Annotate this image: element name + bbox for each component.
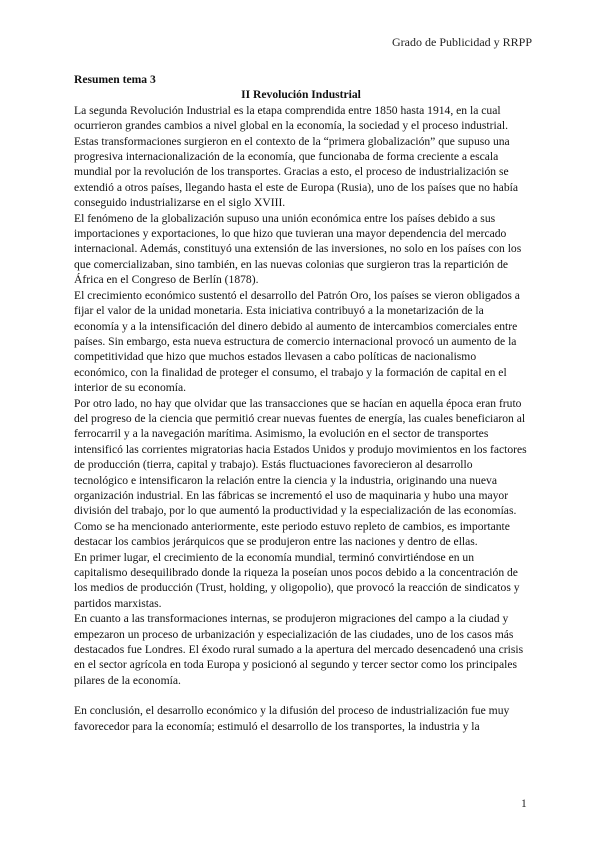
document-title: II Revolución Industrial: [241, 88, 361, 102]
page-header-course: Grado de Publicidad y RRPP: [392, 35, 532, 49]
page-number: 1: [521, 797, 527, 810]
document-body: [74, 72, 528, 734]
document-label: Resumen tema 3: [74, 73, 156, 86]
paragraph-gold-standard: El crecimiento económico sustentó el desarrollo del Patrón Oro, los países se vieron obligados a fijar el valor de la unidad monetaria. Esta iniciativa contribuyó a la monetarización de la economía y a la intensificación del dinero debido al aumento de intercambios comerciales entre países. Sin embargo, esta nueva estructura de comercio internacional provocó un aumento de la competitividad que hizo que muchos estados llevasen a cabo políticas de nacionalismo económico, con la finalidad de proteger el consumo, el trabajo y la formación de capital en el interior de su economía.: [74, 288, 520, 395]
paragraph-internal-changes: En cuanto a las transformaciones internas, se produjeron migraciones del campo a la ciudad y empezaron un proceso de urbanización y especialización de las ciudades, uno de los casos más destacados fue Londres. El éxodo rural sumado a la apertura del mercado desencadenó una crisis en el sector agrícola en toda Europa y posicionó al segundo y tercer sector como los principales pilares de la economía.: [74, 612, 524, 687]
paragraph-capitalism: En primer lugar, el crecimiento de la economía mundial, terminó convirtiéndose en un capitalismo desequilibrado donde la riqueza la poseían unos pocos debido a la concentración de los medios de producción (Trust, holding, y oligopolio), que provocó la reacción de sindicatos y partidos marxistas.: [74, 550, 520, 610]
paragraph-hierarchy-changes: Como se ha mencionado anteriormente, este periodo estuvo repleto de cambios, es importante destacar los cambios jerárquicos que se produjeron entre las naciones y dentro de ellas.: [74, 519, 510, 549]
paragraph-spacer: [74, 688, 528, 703]
paragraph-conclusion: En conclusión, el desarrollo económico y la difusión del proceso de industrialización fue muy favorecedor para la economía; estimuló el desarrollo de los transportes, la industria y la: [74, 704, 510, 733]
paragraph-intro: La segunda Revolución Industrial es la etapa comprendida entre 1850 hasta 1914, en la cual ocurrieron grandes cambios a nivel global en la economía, la sociedad y el proceso industrial. Estas transformaciones surgieron en el contexto de la “primera globalización” que supuso una progresiva internacionalización de la economía, que funcionaba de forma creciente a escala mundial por la revolución de los transportes. Gracias a esto, el proceso de industrialización se extendió a otros países, llegando hasta el este de Europa (Rusia), uno de los países que no había conseguido industrializarse en el siglo XVIII.: [74, 103, 518, 210]
paragraph-globalization: El fenómeno de la globalización supuso una unión económica entre los países debido a sus importaciones y exportaciones, lo que hizo que tuvieran una mayor dependencia del mercado internacional. Además, constituyó una extensión de las inversiones, no solo en los países con los que comercializaban, sino también, en las nuevas colonias que surgieron tras la repartición de África en el Congreso de Berlín (1878).: [74, 211, 522, 287]
paragraph-science-transport: Por otro lado, no hay que olvidar que las transacciones que se hacían en aquella época eran fruto del progreso de la ciencia que permitió crear nuevas fuentes de energía, las cuales beneficiaron al ferrocarril y a la navegación marítima. Asimismo, la evolución en el sector de transportes intensificó las corrientes migratorias hacia Estados Unidos y produjo movimientos en los factores de producción (tierra, capital y trabajo). Estás fluctuaciones favorecieron al desarrollo tecnológico e intensificaron la relación entre la ciencia y la industria, originando una nueva organización industrial. En las fábricas se incrementó el uso de maquinaria y hubo una mayor división del trabajo, por lo que aumentó la productividad y la especialización de las economías.: [74, 396, 527, 518]
